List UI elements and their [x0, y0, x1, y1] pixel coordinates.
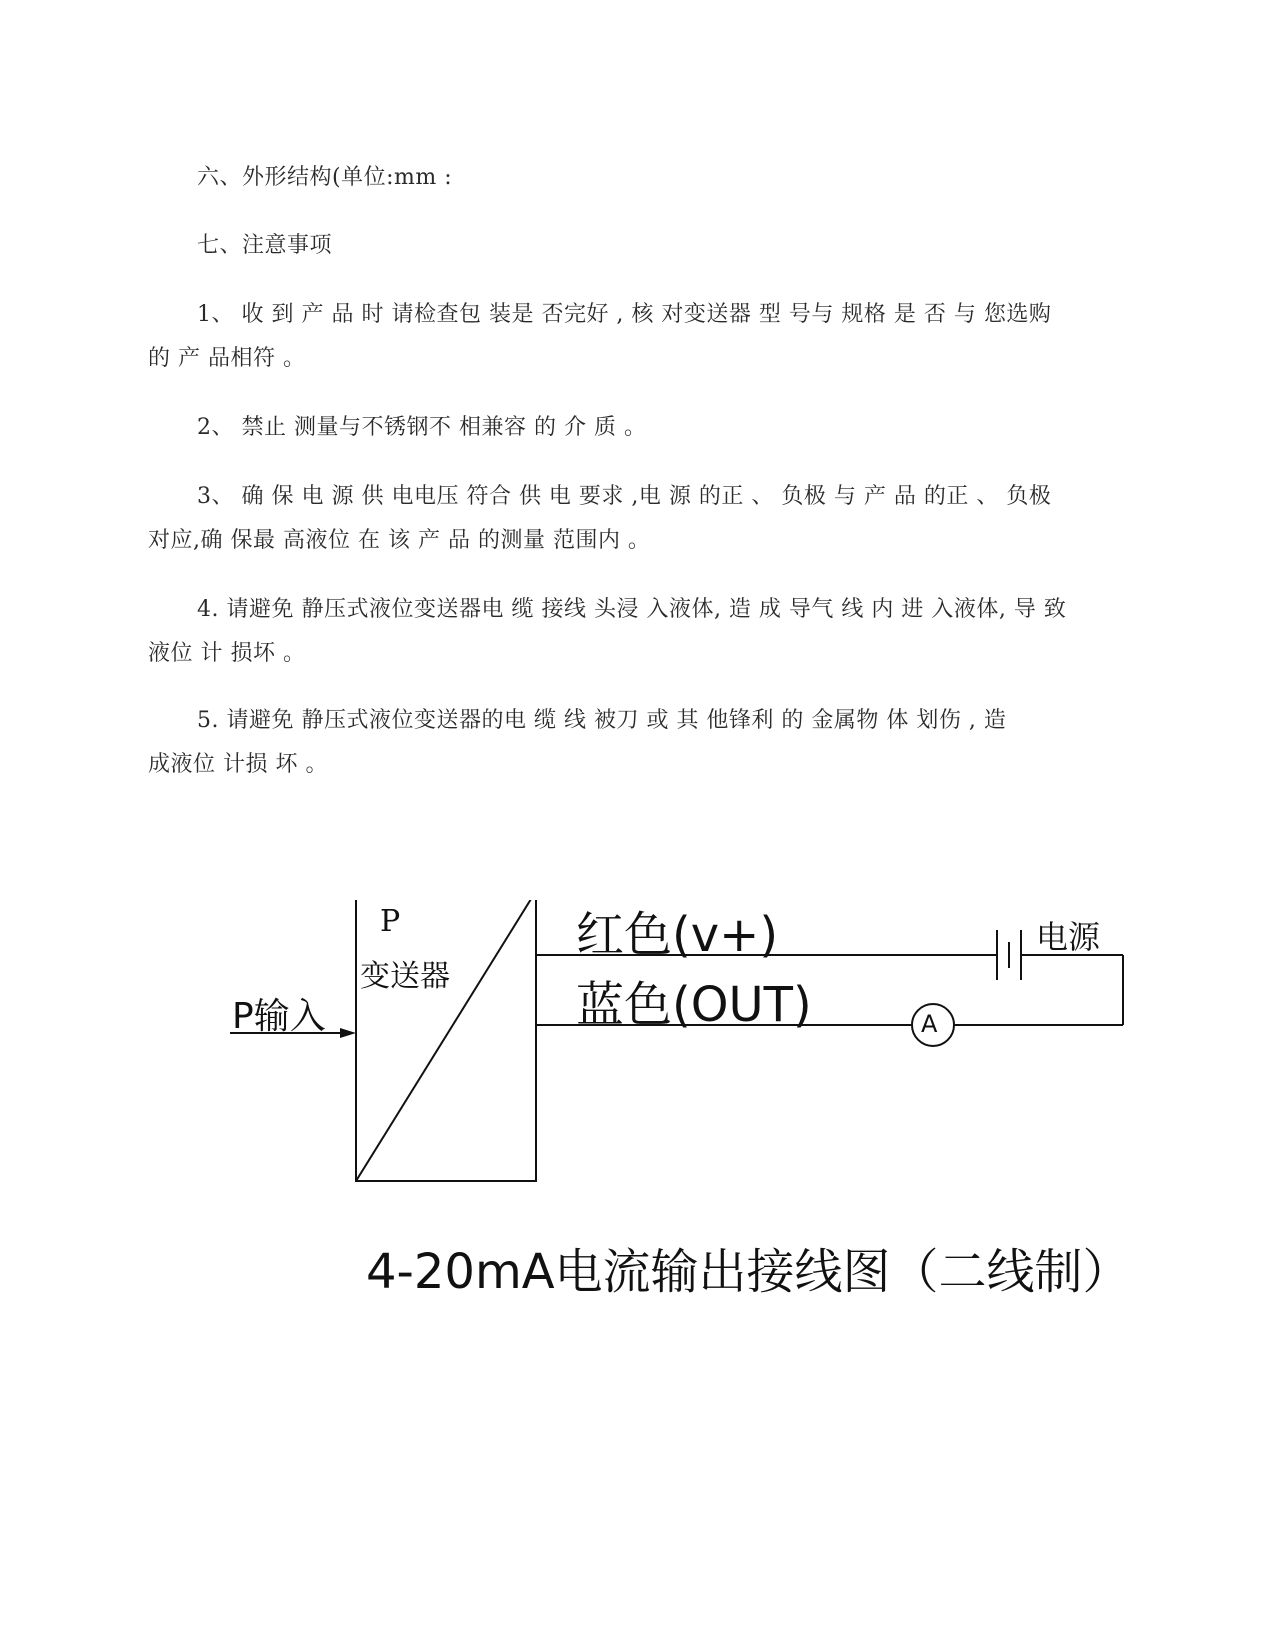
note-2: 2、 禁止 测量与不锈钢不 相兼容 的 介 质 。 — [197, 415, 647, 440]
wiring-diagram — [0, 900, 1275, 1420]
note-3-line-2: 对应,确 保最 高液位 在 该 产 品 的测量 范围内 。 — [148, 528, 651, 553]
power-label: 电源 — [1036, 918, 1101, 956]
note-1-line-1: 1、 收 到 产 品 时 请检查包 装是 否完好 , 核 对变送器 型 号与 规格 是 否 与 您选购 — [197, 302, 1052, 327]
transmitter-diagonal — [356, 900, 536, 1181]
section-seven-heading: 七、注意事项 — [197, 233, 333, 258]
note-3-line-1: 3、 确 保 电 源 供 电电压 符合 供 电 要求 ,电 源 的正 、 负极 与 产 品 的正 、 负极 — [197, 484, 1052, 509]
blue-wire-label: 蓝色(OUT) — [576, 977, 812, 1033]
ammeter-label: A — [921, 1010, 938, 1038]
diagram-caption: 4-20mA电流输出接线图（二线制） — [366, 1244, 1131, 1300]
input-label: P输入 — [232, 996, 326, 1037]
input-arrow-head — [340, 1028, 356, 1038]
note-5-line-2: 成液位 计损 坏 。 — [148, 752, 328, 777]
note-1-line-2: 的 产 品相符 。 — [148, 346, 306, 371]
note-4-line-2: 液位 计 损坏 。 — [148, 641, 306, 666]
note-4-line-1: 4. 请避免 静压式液位变送器电 缆 接线 头浸 入液体, 造 成 导气 线 内 进 入液体, 导 致 — [197, 597, 1067, 622]
red-wire-label: 红色(v+) — [576, 907, 779, 963]
transmitter-p-label: P — [380, 904, 401, 939]
note-5-line-1: 5. 请避免 静压式液位变送器的电 缆 线 被刀 或 其 他锋利 的 金属物 体 划伤 , 造 — [197, 708, 1007, 733]
transmitter-name-label: 变送器 — [360, 959, 450, 994]
section-six-heading: 六、外形结构(单位:mm : — [197, 165, 453, 190]
